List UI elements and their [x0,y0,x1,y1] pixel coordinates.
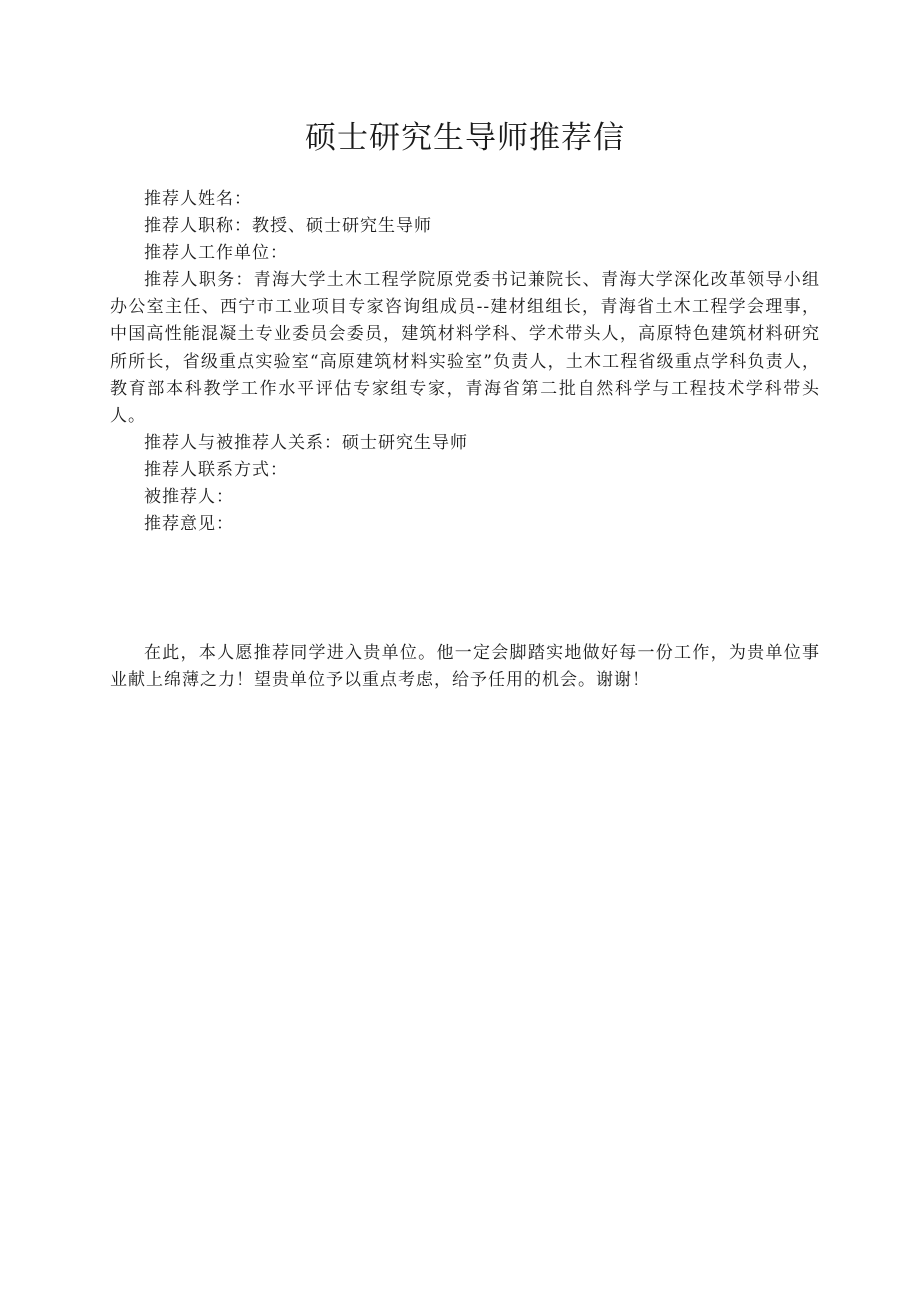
contact-field: 推荐人联系方式： [144,460,288,481]
recommender-name-field: 推荐人姓名： [144,189,252,209]
recommendee-field: 被推荐人： [144,487,234,508]
recommender-title-field: 推荐人职称：教授、硕士研究生导师 [144,216,432,236]
relationship-field: 推荐人与被推荐人关系：硕士研究生导师 [144,433,468,454]
page-title: 硕士研究生导师推荐信 [305,120,625,156]
recommender-workplace-field: 推荐人工作单位： [144,243,288,263]
recommender-duties-paragraph: 推荐人职务：青海大学土木工程学院原党委书记兼院长、青海大学深化改革领导小组办公室主任、西宁市工业项目专家咨询组成员--建材组组长，青海省土木工程学会理事，中国高性能混凝土专业委员会委员，建筑材料学科、学术带头人，高原特色建筑材料研究所所长，省级重点实验室“高原建筑材料实验室”负责人，土木工程省级重点学科负责人，教育部本科教学工作水平评估专家组专家，青海省第二批自然科学与工程技术学科带头人。 [110,270,820,427]
closing-paragraph: 在此，本人愿推荐同学进入贵单位。他一定会脚踏实地做好每一份工作，为贵单位事业献上绵薄之力！望贵单位予以重点考虑，给予任用的机会。谢谢！ [110,643,820,691]
recommender-info [110,186,820,538]
recommendation-opinion-field: 推荐意见： [144,514,234,535]
